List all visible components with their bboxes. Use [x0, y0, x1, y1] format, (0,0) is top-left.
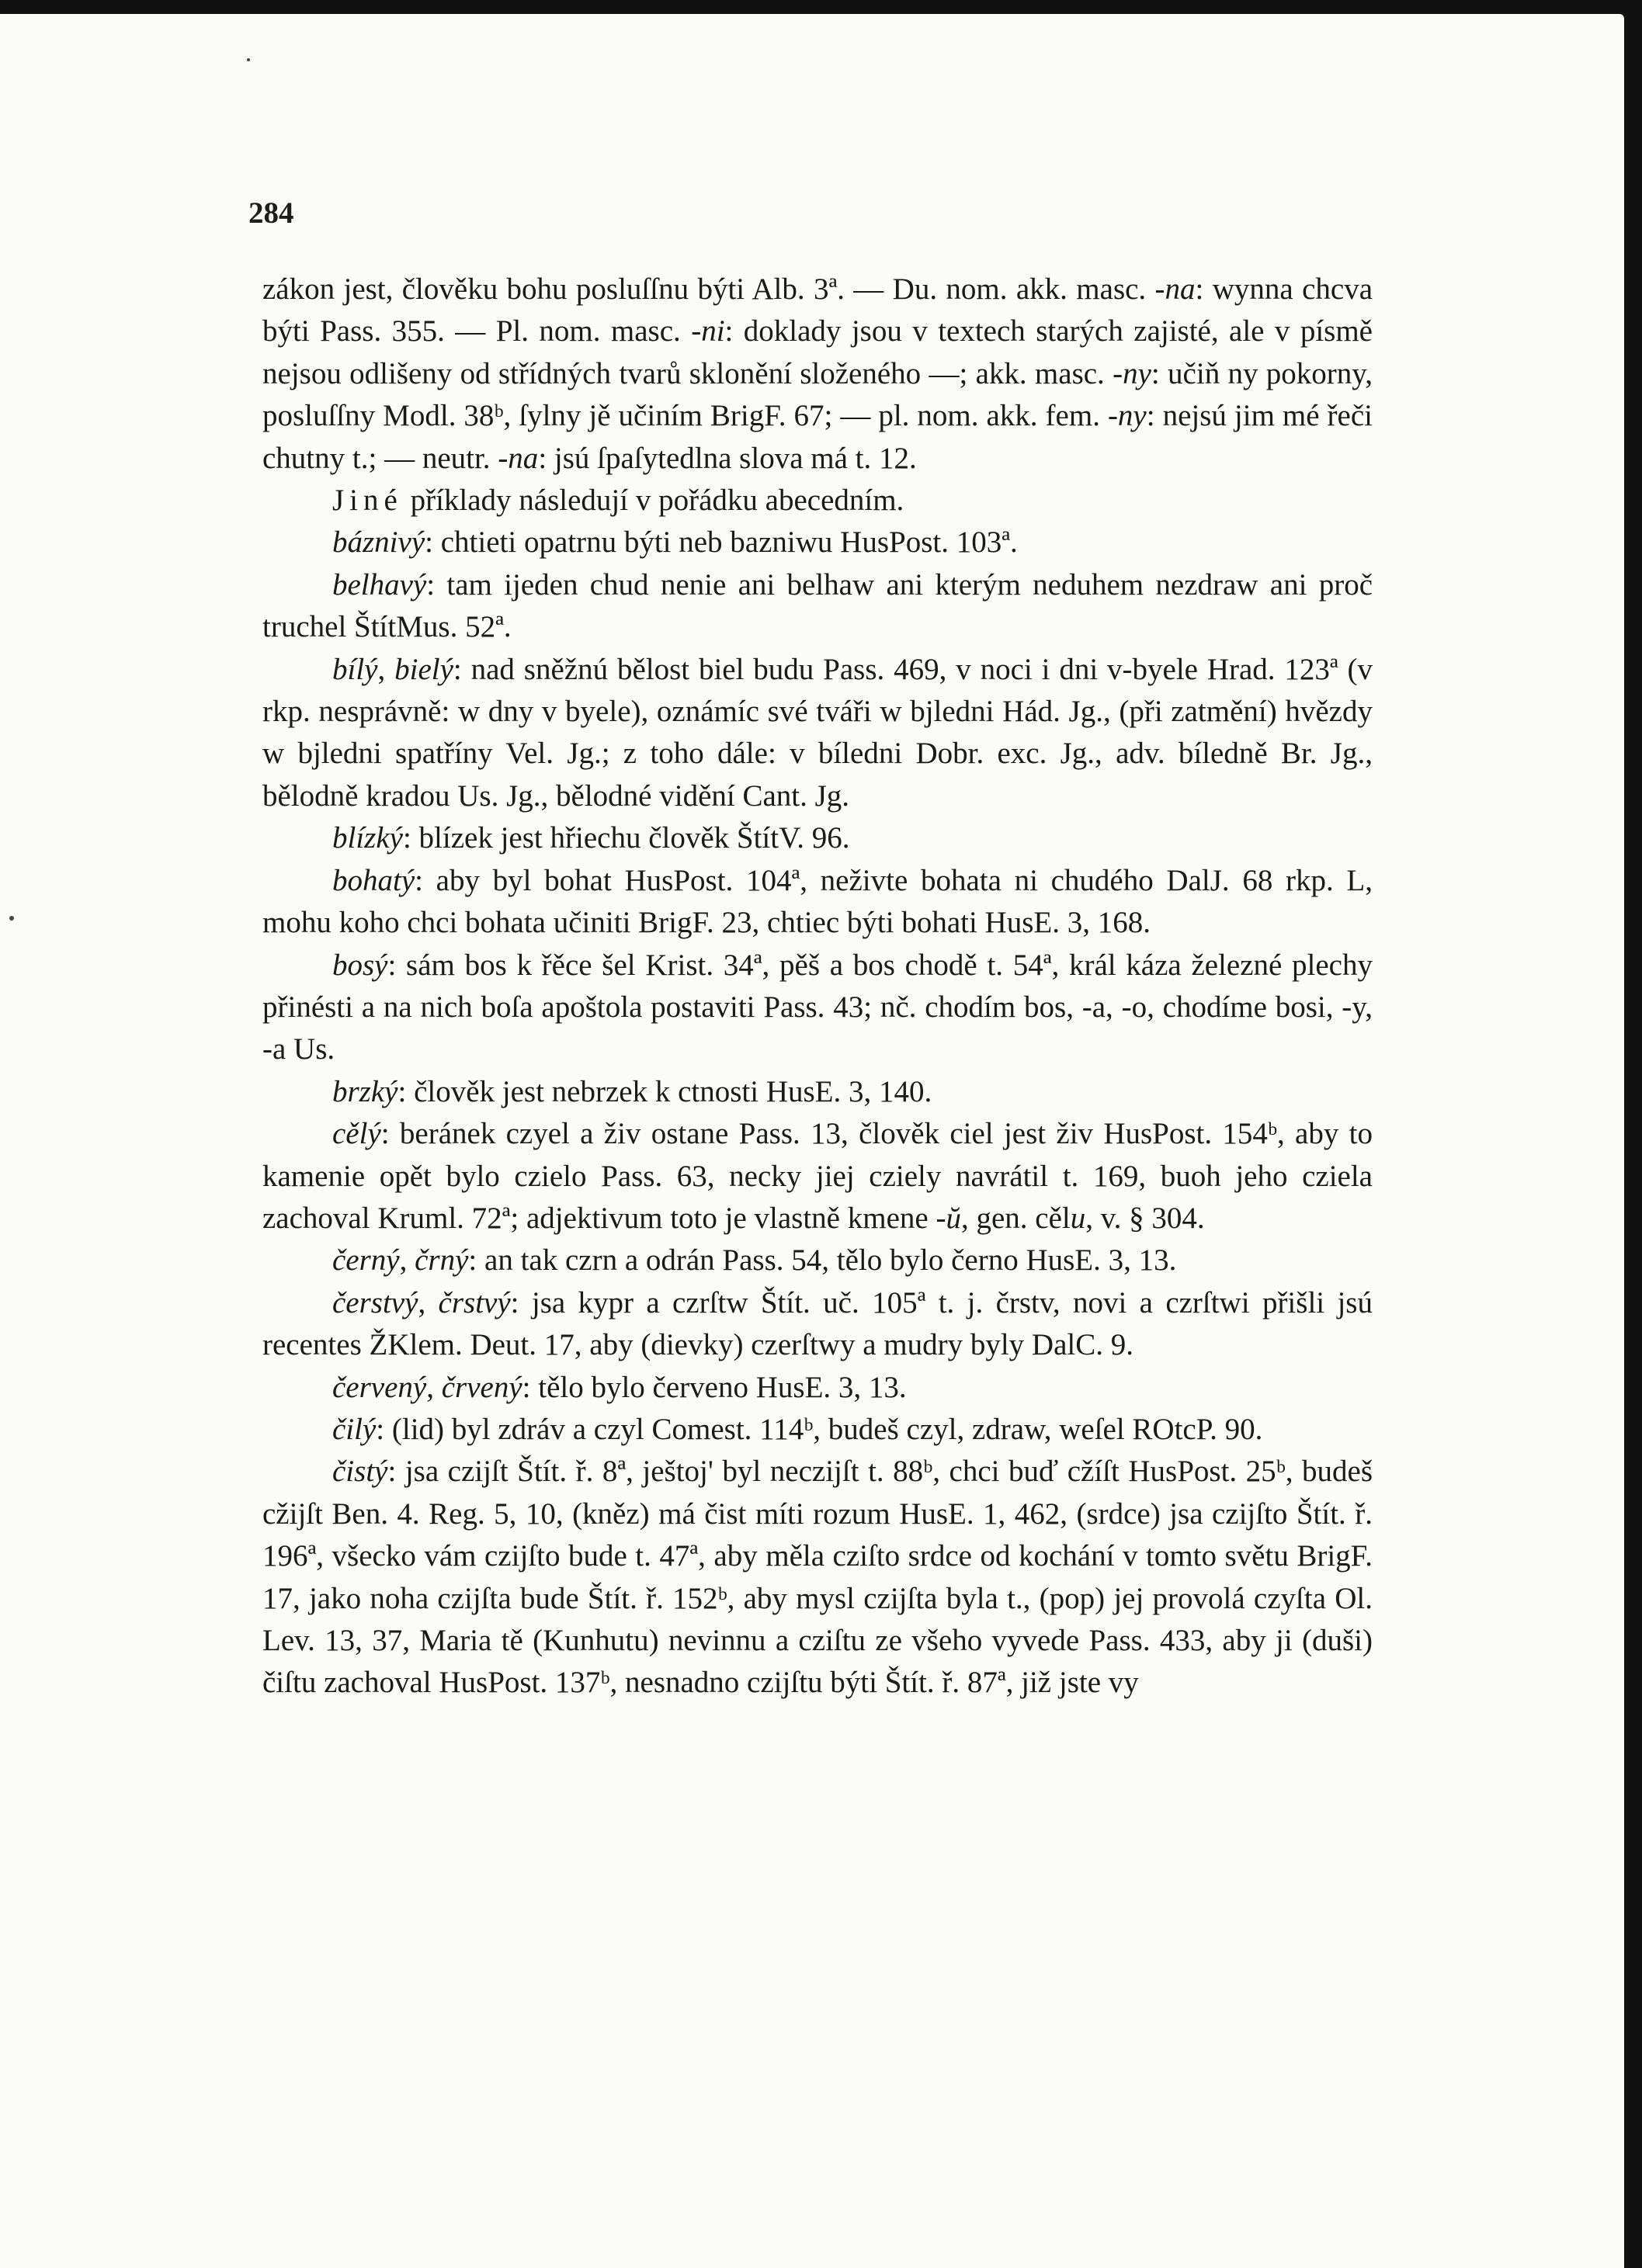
entry-text: : nad sněžnú bělost biel budu Pass. 469, v noci i dni v-byele Hrad. 123ª (v rkp. nesprávně: w dny v byele), oznámíc své tváři w bjledni Hád. Jg., (při zatmění) hvězdy w bjledni spatříny Vel. Jg.; z toho dále: v bíledni Dobr. exc. Jg., adv. bíledně Br. Jg., bělodně kradou Us. Jg., bělodné vidění Cant. Jg.	[262, 652, 1373, 813]
headword: cělý	[332, 1117, 381, 1151]
paragraph-continuation	[262, 269, 1373, 480]
entry-text: : jsa czijſt Štít. ř. 8ª, ještoj' byl neczijſt t. 88ᵇ, chci buď cžíſt HusPost. 25ᵇ, budeš cžijſt Ben. 4. Reg. 5, 10, (kněz) má čist míti rozum HusE. 1, 462, (srdce) jsa czijſto Štít. ř. 196ª, všecko vám czijſto bude t. 47ª, aby měla cziſto srdce od kochání v tomto světu BrigF. 17, jako noha czijſta bude Štít. ř. 152ᵇ, aby mysl czijſta byla t., (pop) jej provolá czyſta Ol. Lev. 13, 37, Maria tě (Kunhutu) nevinnu a cziſtu ze všeho vyvede Pass. 433, aby ji (duši) čiſtu zachoval HusPost. 137ᵇ, nesnadno czijſtu býti Štít. ř. 87ª, již jste vy	[262, 1455, 1373, 1700]
headword: črstvý	[438, 1285, 511, 1320]
dictionary-entry	[262, 1282, 1373, 1367]
headword: brzký	[332, 1074, 398, 1108]
entry-text: příklady následují v pořádku abecedním.	[402, 484, 904, 518]
dictionary-entry	[262, 649, 1373, 818]
entry-text: : chtieti opatrnu býti neb bazniwu HusPost. 103ª.	[425, 525, 1018, 560]
page-body-text	[262, 269, 1373, 1704]
entry-text: : (lid) byl zdráv a czyl Comest. 114ᵇ, budeš czyl, zdraw, weſel ROtcP. 90.	[376, 1412, 1263, 1446]
entry-text: : člověk jest nebrzek k ctnosti HusE. 3, 140.	[397, 1074, 932, 1108]
scanned-page	[0, 14, 1624, 2268]
entry-text: , v. § 304.	[1085, 1201, 1205, 1235]
dictionary-entry	[262, 1113, 1373, 1240]
entry-text: : wynna chcva býti Pass. 355. — Pl. nom. masc.	[262, 272, 1373, 349]
dictionary-entry	[262, 1367, 1373, 1409]
headword: -ni	[691, 314, 725, 349]
entry-text: ,	[426, 1370, 442, 1404]
headword: -ny	[1113, 356, 1151, 390]
entry-text: : an tak czrn a odrán Pass. 54, tělo bylo černo HusE. 3, 13.	[468, 1243, 1177, 1278]
headword: červený	[332, 1370, 427, 1404]
headword: -na	[498, 441, 539, 475]
headword: báznivý	[332, 525, 425, 560]
headword: bielý	[394, 652, 453, 686]
headword: bosý	[332, 948, 388, 982]
dictionary-entry	[262, 860, 1373, 945]
scan-speck	[9, 916, 14, 921]
headword: blízký	[332, 821, 403, 855]
entry-text: ,	[377, 652, 395, 686]
dictionary-entry	[262, 480, 1373, 522]
entry-text: , gen. cěl	[960, 1201, 1071, 1235]
headword: belhavý	[332, 567, 427, 602]
entry-text: ,	[399, 1243, 415, 1278]
edge-mark	[1625, 512, 1642, 523]
dictionary-entry	[262, 522, 1373, 564]
dictionary-entry	[262, 945, 1373, 1071]
entry-text: : aby byl bohat HusPost. 104ª, neživte bohata ni chudého DalJ. 68 rkp. L, mohu koho chci bohata učiniti BrigF. 23, chtiec býti bohati HusE. 3, 168.	[262, 863, 1373, 940]
entry-text: : jsa kypr a czrſtw Štít. uč. 105ª t. j. črstv, novi a czrſtwi přišli jsú recentes ŽKlem. Deut. 17, aby (dievky) czerſtwy a mudry byly DalC. 9.	[262, 1285, 1373, 1362]
headword: u	[1070, 1201, 1086, 1235]
headword: -na	[1154, 272, 1196, 306]
headword: černý	[332, 1243, 400, 1278]
entry-text: : tělo bylo červeno HusE. 3, 13.	[522, 1370, 907, 1404]
entry-text: ,	[418, 1285, 439, 1320]
dictionary-entry	[262, 1240, 1373, 1281]
headword: črný	[415, 1243, 469, 1278]
entry-text: : jsú ſpaſytedlna slova má t. 12.	[538, 441, 917, 475]
entry-text: : nejsú jim mé řeči chutny t.; — neutr.	[262, 399, 1373, 475]
edge-mark	[1625, 1118, 1642, 1129]
headword: čistý	[332, 1455, 388, 1489]
entry-text: : doklady jsou v textech starých zajisté, ale v písmě nejsou odlišeny od střídných tvarů sklonění složeného —; akk. masc.	[262, 314, 1373, 390]
edge-mark	[1625, 1756, 1642, 1767]
entry-text: : blízek jest hřiechu člověk ŠtítV. 96.	[402, 821, 850, 855]
headword: čilý	[332, 1412, 377, 1446]
entry-text: : sám bos k řěce šel Krist. 34ª, pěš a bos chodě t. 54ª, král káza železné plechy přinésti a na nich boſa apoštola postaviti Pass. 43; nč. chodím bos, -a, -o, chodíme bosi, -y, -a Us.	[262, 948, 1373, 1066]
headword: črvený	[441, 1370, 522, 1404]
entry-text: : učiň ny pokorny, posluſſny Modl. 38ᵇ, ſylny jě učiním BrigF. 67; — pl. nom. akk. fem.	[262, 356, 1373, 433]
headword: bohatý	[332, 863, 415, 897]
scan-speck	[247, 58, 250, 61]
headword: -ŭ	[936, 1201, 961, 1235]
dictionary-entry	[262, 1409, 1373, 1451]
entry-text: : tam ijeden chud nenie ani belhaw ani kterým neduhem nezdraw ani proč truchel ŠtítMus. 52ª.	[262, 567, 1373, 644]
dictionary-entry	[262, 564, 1373, 649]
headword: bílý	[332, 652, 378, 686]
page-number: 284	[248, 196, 294, 230]
entry-text: zákon jest, člověku bohu posluſſnu býti Alb. 3ª. — Du. nom. akk. masc.	[262, 272, 1155, 306]
dictionary-entry	[262, 1451, 1373, 1704]
dictionary-entry	[262, 1071, 1373, 1113]
spaced-word: Jiné	[332, 484, 403, 518]
entry-text: : beránek czyel a živ ostane Pass. 13, člověk ciel jest živ HusPost. 154ᵇ, aby to kamenie opět bylo czielo Pass. 63, necky jiej cziely navrátil t. 169, buoh jeho cziela zachoval Kruml. 72ª; adjektivum toto je vlastně kmene	[262, 1117, 1373, 1235]
headword: čerstvý	[332, 1285, 418, 1320]
headword: -ny	[1107, 399, 1147, 433]
dictionary-entry	[262, 817, 1373, 859]
